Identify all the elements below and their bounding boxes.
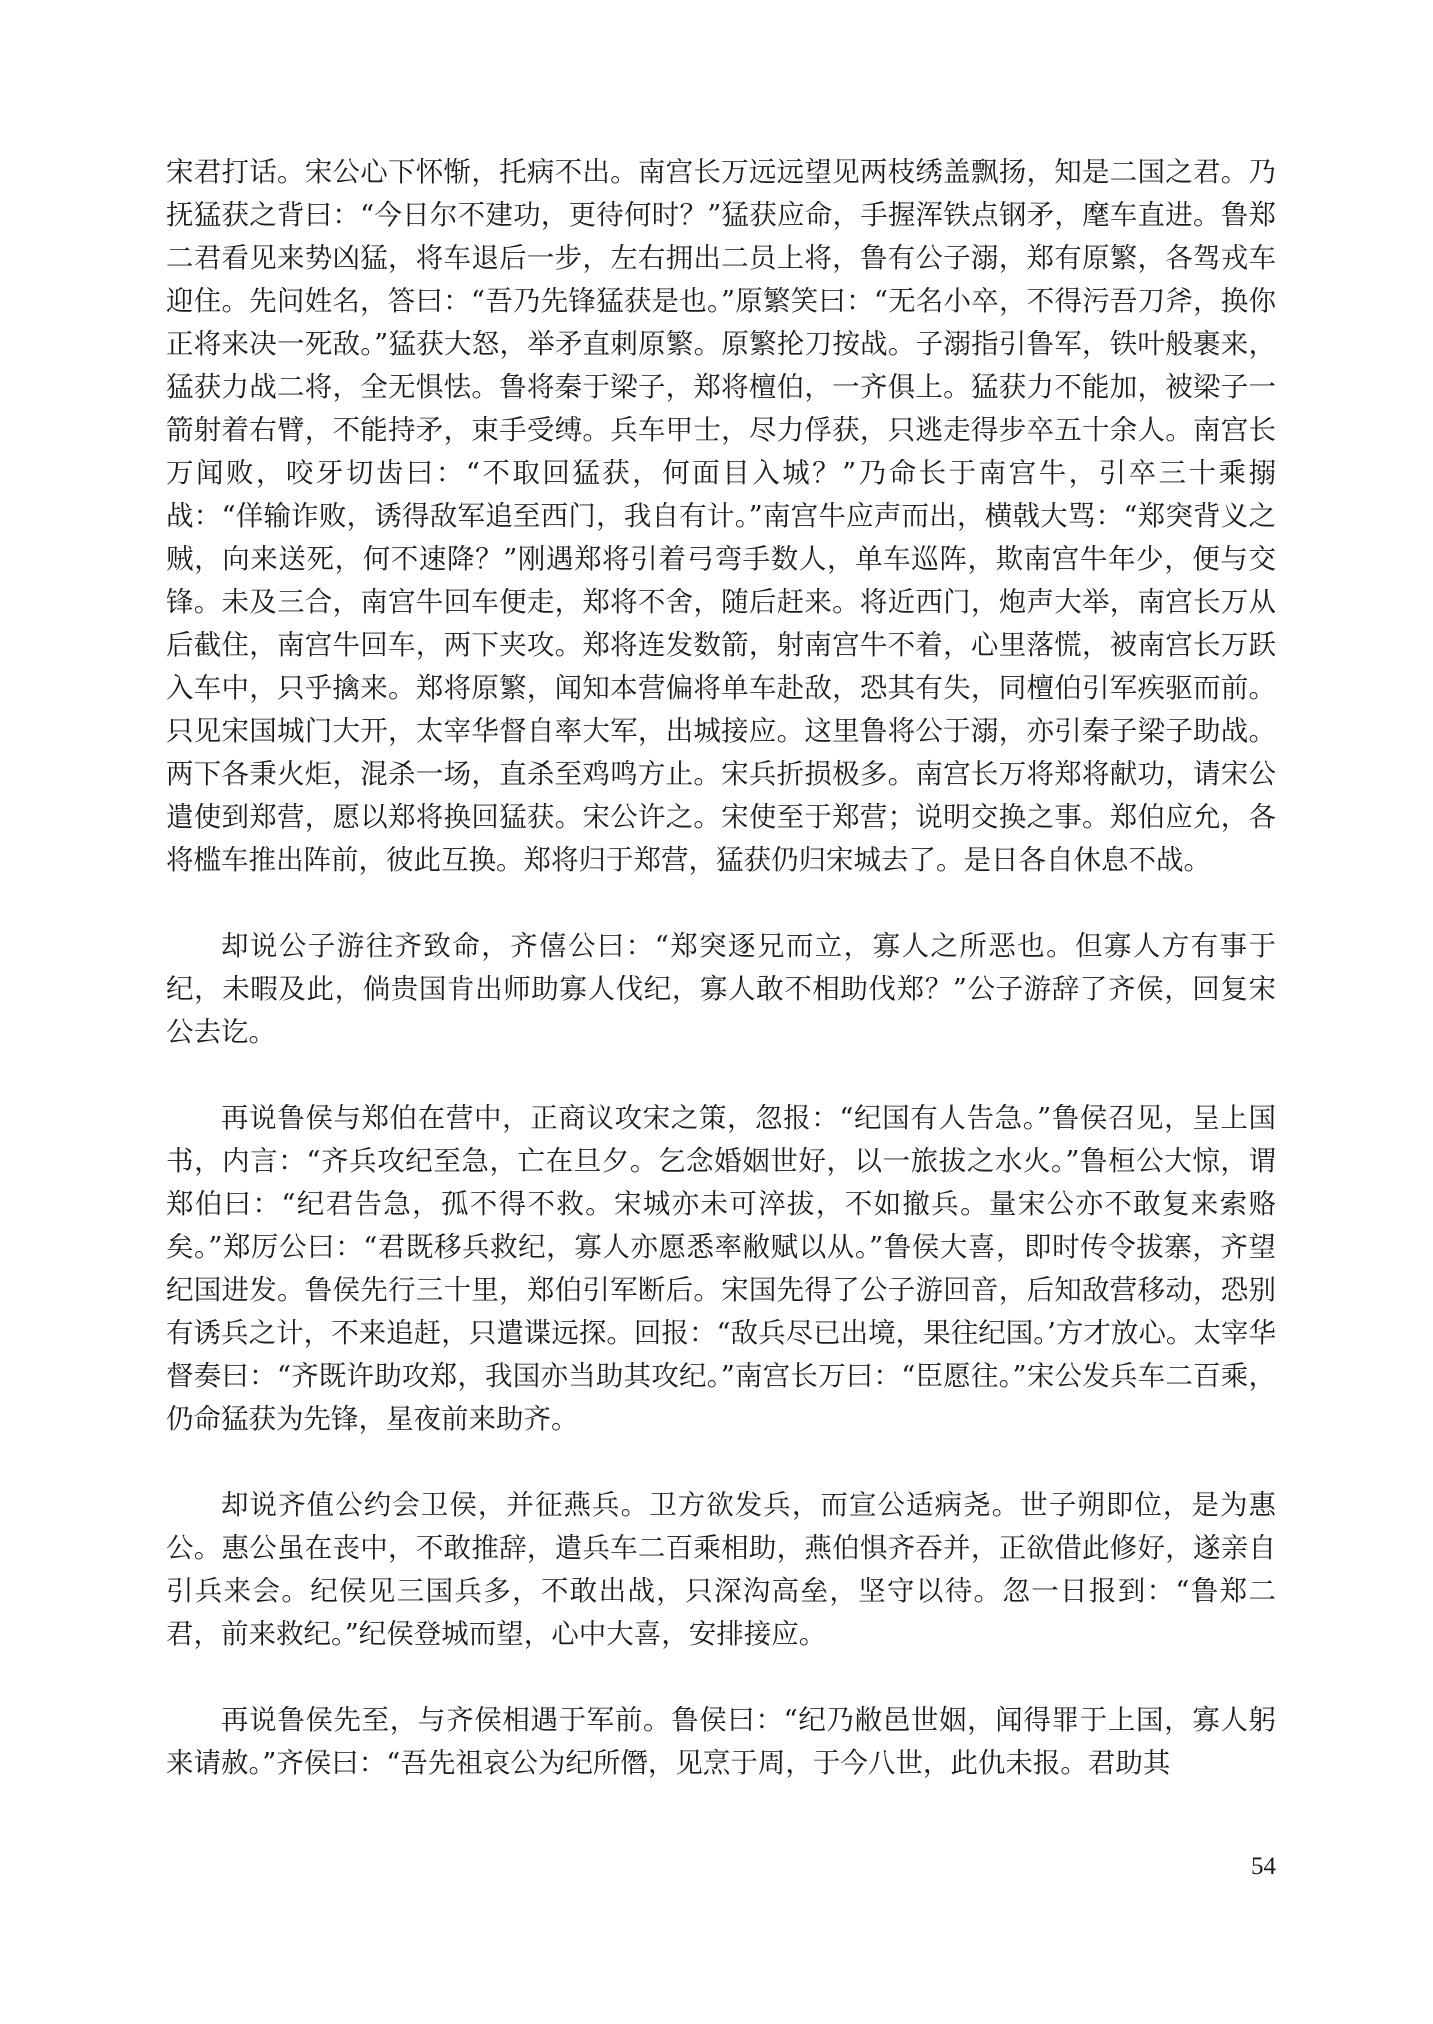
paragraph-3: 再说鲁侯与郑伯在营中，正商议攻宋之策，忽报：“纪国有人告急。”鲁侯召见，呈上国书，内言：“齐兵攻纪至急，亡在旦夕。乞念婚姻世好，以一旅拔之水火。”鲁桓公大惊，谓郑伯曰：“纪君告急，孤不得不救。宋城亦未可淬拔，不如撤兵。量宋公亦不敢复来索赂矣。”郑厉公曰：“君既移兵救纪，寡人亦愿悉率敝赋以从。”鲁侯大喜，即时传令拔寨，齐望纪国进发。鲁侯先行三十里，郑伯引军断后。宋国先得了公子游回音，后知敌营移动，恐别有诱兵之计，不来追赶，只遣谍远探。回报：“敌兵尽已出境，果往纪国。’方才放心。太宰华督奏曰：“齐既许助攻郑，我国亦当助其攻纪。”南宫长万曰：“臣愿往。”宋公发兵车二百乘，仍命猛获为先锋，星夜前来助齐。: [166, 1102, 1276, 1435]
paragraph-2: 却说公子游往齐致命，齐僖公曰：“郑突逐兄而立，寡人之所恶也。但寡人方有事于纪，未暇及此，倘贵国肯出师助寡人伐纪，寡人敢不相助伐郑？”公子游辞了齐侯，回复宋公去讫。: [166, 930, 1276, 1048]
paragraph-5: 再说鲁侯先至，与齐侯相遇于军前。鲁侯曰：“纪乃敝邑世姻，闻得罪于上国，寡人躬来请赦。”齐侯曰：“吾先祖哀公为纪所僭，见烹于周，于今八世，此仇未报。君助其: [166, 1704, 1276, 1779]
paragraph-4: 却说齐值公约会卫侯，并征燕兵。卫方欲发兵，而宣公适病尧。世子朔即位，是为惠公。惠公虽在丧中，不敢推辞，遣兵车二百乘相助，燕伯惧齐吞并，正欲借此修好，遂亲自引兵来会。纪侯见三国兵多，不敢出战，只深沟高垒，坚守以待。忽一日报到：“鲁郑二君，前来救纪。”纪侯登城而望，心中大喜，安排接应。: [166, 1489, 1276, 1650]
paragraph-1: 宋君打话。宋公心下怀惭，托病不出。南宫长万远远望见两枝绣盖飘扬，知是二国之君。乃抚猛获之背曰：“今日尔不建功，更待何时？”猛获应命，手握浑铁点钢矛，麾车直进。鲁郑二君看见来势凶猛，将车退后一步，左右拥出二员上将，鲁有公子溺，郑有原繁，各驾戎车迎住。先问姓名，答曰：“吾乃先锋猛获是也。”原繁笑曰：“无名小卒，不得污吾刀斧，换你正将来决一死敌。”猛获大怒，举矛直刺原繁。原繁抡刀按战。子溺指引鲁军，铁叶般裹来，猛获力战二将，全无惧怯。鲁将秦于梁子，郑将檀伯，一齐俱上。猛获力不能加，被梁子一箭射着右臂，不能持矛，束手受缚。兵车甲士，尽力俘获，只逃走得步卒五十余人。南宫长万闻败，咬牙切齿曰：“不取回猛获，何面目入城？”乃命长于南宫牛，引卒三十乘搦战：“佯输诈败，诱得敌军追至西门，我自有计。”南宫牛应声而出，横戟大骂：“郑突背义之贼，向来送死，何不速降？”刚遇郑将引着弓弯手数人，单车巡阵，欺南宫牛年少，便与交锋。未及三合，南宫牛回车便走，郑将不舍，随后赶来。将近西门，炮声大举，南宫长万从后截住，南宫牛回车，两下夹攻。郑将连发数箭，射南宫牛不着，心里落慌，被南宫长万跃入车中，只乎擒来。郑将原繁，闻知本营偏将单车赴敌，恐其有失，同檀伯引军疾驱而前。只见宋国城门大开，太宰华督自率大军，出城接应。这里鲁将公于溺，亦引秦子梁子助战。两下各秉火炬，混杀一场，直杀至鸡鸣方止。宋兵折损极多。南宫长万将郑将献功，请宋公遣使到郑营，愿以郑将换回猛获。宋公许之。宋使至于郑营；说明交换之事。郑伯应允，各将槛车推出阵前，彼此互换。郑将归于郑营，猛获仍归宋城去了。是日各自休息不战。: [166, 156, 1276, 876]
page-number: 54: [1251, 1853, 1276, 1880]
body-text: [166, 151, 1276, 1785]
